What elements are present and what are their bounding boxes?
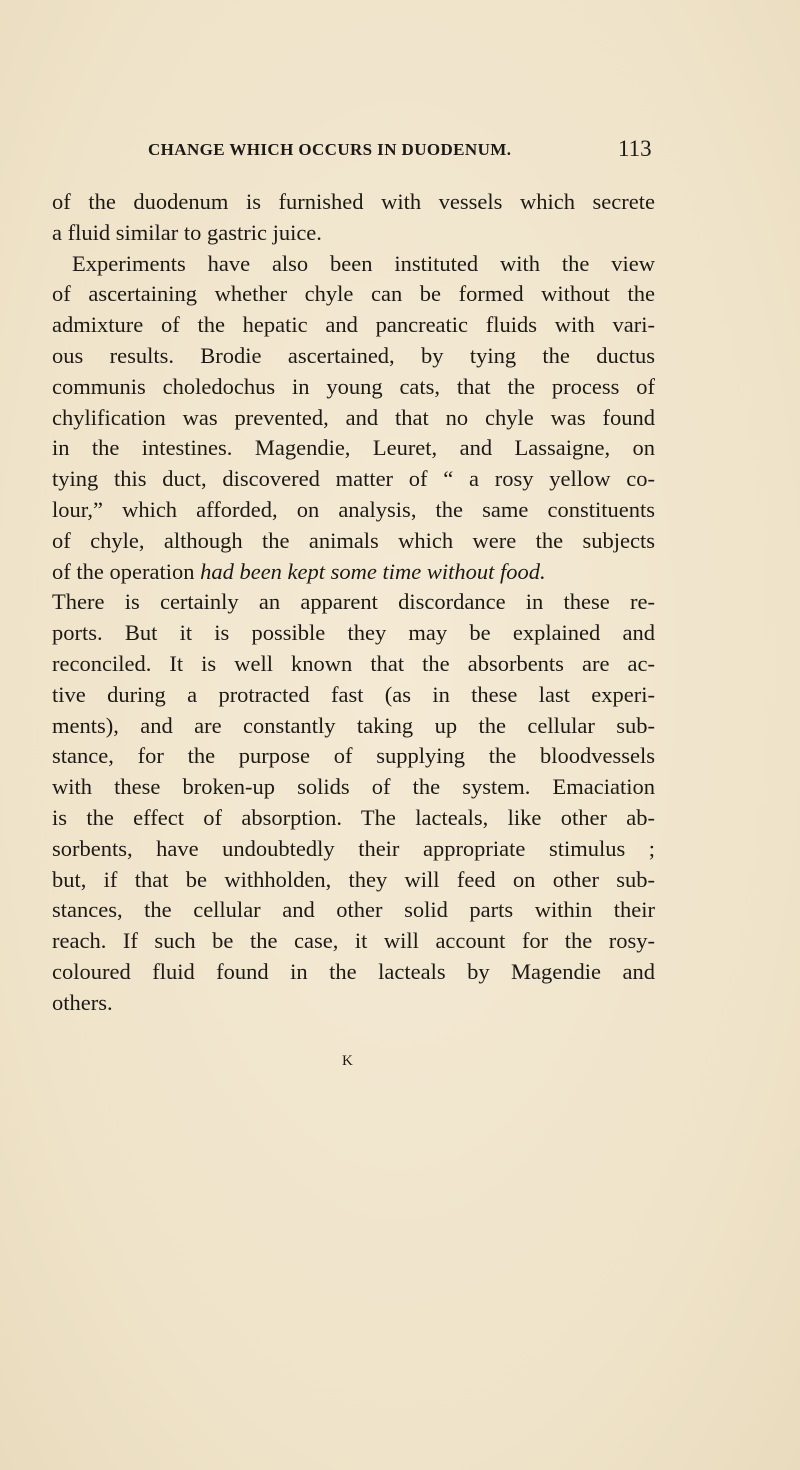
text-line: reach. If such be the case, it will account for the rosy- [52,928,655,954]
text-line: lour,” which afforded, on analysis, the same constituents [52,496,655,522]
text-line: a fluid similar to gastric juice. [52,219,322,245]
text-line: but, if that be withholden, they will feed on other sub- [52,866,655,892]
text-line: of ascertaining whether chyle can be formed without the [52,281,655,307]
text-roman: of the operation [52,558,201,584]
text-line: admixture of the hepatic and pancreatic fluids with vari- [52,312,655,338]
text-line: communis choledochus in young cats, that the process of [52,373,655,399]
text-line: stance, for the purpose of supplying the bloodvessels [52,743,655,769]
text-line: of the duodenum is furnished with vessels which secrete [52,189,655,214]
text-line: others. [52,989,113,1015]
text-line: ous results. Brodie ascertained, by tying the ductus [52,342,655,368]
text-line: coloured fluid found in the lacteals by Magendie and [52,958,655,984]
text-line: reconciled. It is well known that the absorbents are ac- [52,650,655,676]
text-line: sorbents, have undoubtedly their appropriate stimulus ; [52,835,655,861]
text-line: stances, the cellular and other solid parts within their [52,897,655,923]
text-line: ports. But it is possible they may be explained and [52,620,655,646]
body-text [52,187,655,1019]
page-number: 113 [618,136,652,161]
text-line-operation [52,557,655,588]
running-title: CHANGE WHICH OCCURS IN DUODENUM. [148,140,512,159]
text-italic: had been kept some time without food. [200,558,546,584]
text-line: of chyle, although the animals which were the subjects [52,527,655,553]
text-line: ments), and are constantly taking up the cellular sub- [52,712,655,738]
text-line: is the effect of absorption. The lacteals, like other ab- [52,804,655,830]
text-line: Experiments have also been instituted with the view [72,250,655,276]
text-line: tying this duct, discovered matter of “ a rosy yellow co- [52,466,655,492]
text-line: with these broken-up solids of the system. Emaciation [52,774,655,800]
text-line: in the intestines. Magendie, Leuret, and Lassaigne, on [52,435,655,461]
text-line: chylification was prevented, and that no chyle was found [52,404,655,430]
text-line: There is certainly an apparent discordance in these re- [52,589,655,615]
text-line: tive during a protracted fast (as in these last experi- [52,681,655,707]
signature-mark: K [342,1053,354,1069]
